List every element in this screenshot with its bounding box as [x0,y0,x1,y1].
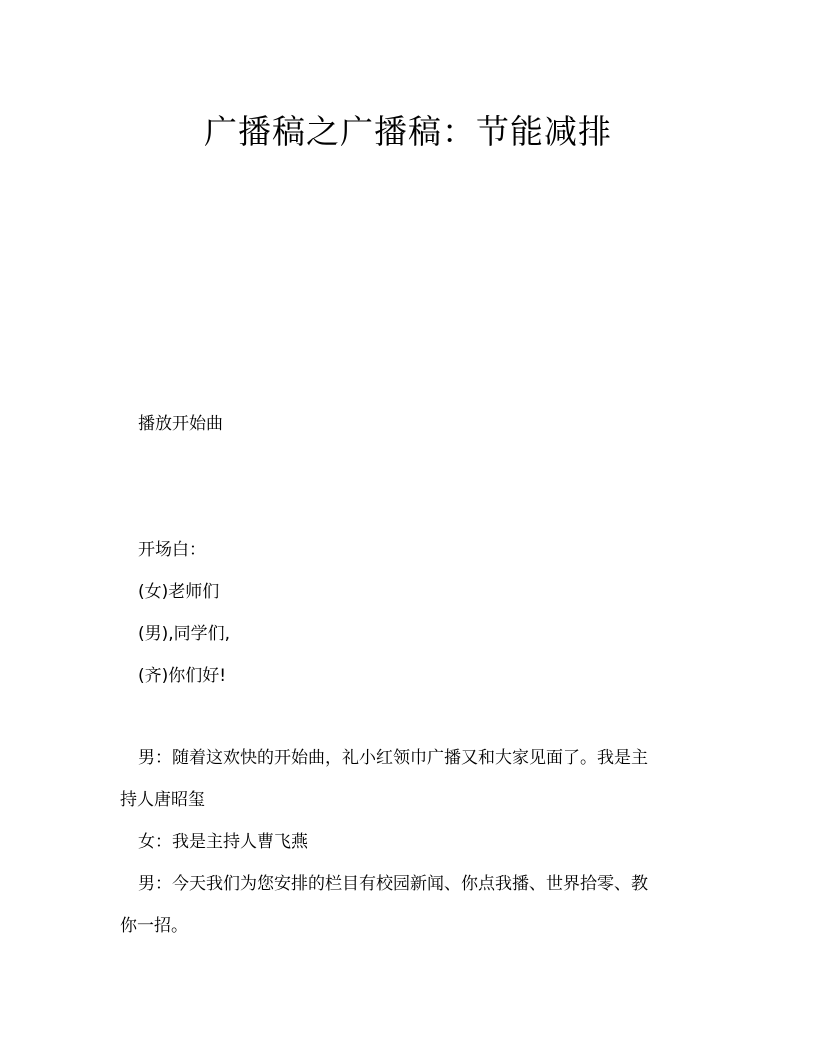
paragraph-line: 开场白： [138,540,206,560]
paragraph-line: (女)老师们 [138,582,220,602]
paragraph-line: (齐)你们好! [138,666,227,686]
paragraph-line: (男),同学们, [138,624,231,644]
paragraph-line: 男：随着这欢快的开始曲，礼小红领巾广播又和大家见面了。我是主 [138,748,648,768]
paragraph-line: 你一招。 [120,916,188,936]
document-title: 广播稿之广播稿：节能减排 [204,112,612,151]
paragraph-line: 男：今天我们为您安排的栏目有校园新闻、你点我播、世界拾零、教 [138,874,648,894]
paragraph-line: 持人唐昭玺 [120,790,205,810]
paragraph-line: 女：我是主持人曹飞燕 [138,832,308,852]
paragraph-line: 播放开始曲 [138,414,223,434]
